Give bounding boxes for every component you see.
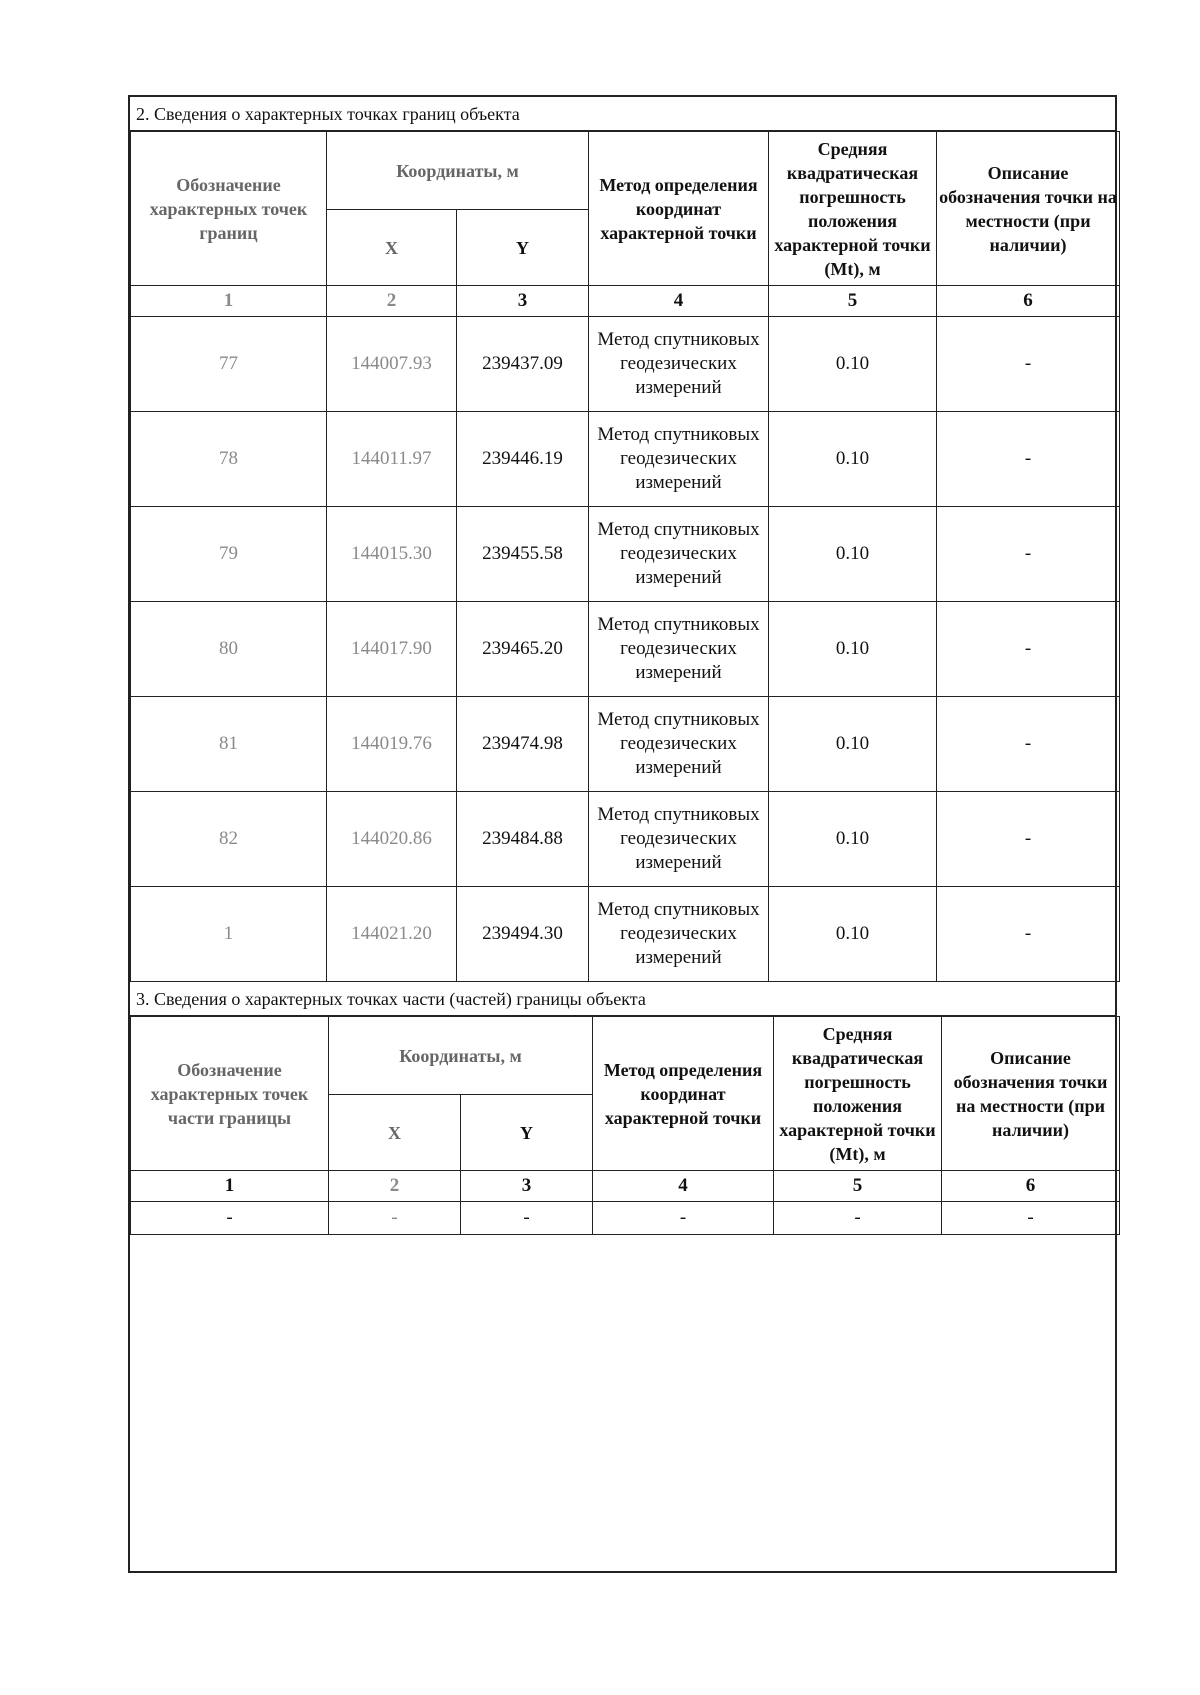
section3-title: 3. Сведения о характерных точках части (частей) границы объекта [130,982,1115,1016]
header-coords: Координаты, м [327,132,589,210]
table-row [131,887,1120,982]
error-value: 0.10 [769,887,937,982]
section2-table [130,131,1120,982]
table-row [131,1202,1120,1235]
coord-y: 239494.30 [457,887,589,982]
point-id: 78 [131,412,327,507]
coord-y: 239484.88 [457,792,589,887]
col-number: 6 [942,1171,1120,1202]
method: Метод спутниковых геодезических измерений [589,887,769,982]
header-designation: Обозначение характерных точек части границы [131,1017,329,1171]
error-value: - [774,1202,942,1235]
coord-y: 239455.58 [457,507,589,602]
description: - [942,1202,1120,1235]
col-number: 2 [329,1171,461,1202]
header-method: Метод определения координат характерной точки [589,132,769,286]
error-value: 0.10 [769,412,937,507]
table-row [131,697,1120,792]
header-error: Средняя квадратическая погрешность положения характерной точки (Mt), м [774,1017,942,1171]
coord-y: 239474.98 [457,697,589,792]
description: - [937,317,1120,412]
coord-y: 239465.20 [457,602,589,697]
header-x: X [329,1095,461,1171]
section2-title: 2. Сведения о характерных точках границ объекта [130,97,1115,131]
description: - [937,792,1120,887]
coord-y: 239437.09 [457,317,589,412]
col-number: 2 [327,286,457,317]
col-number: 3 [461,1171,593,1202]
error-value: 0.10 [769,317,937,412]
error-value: 0.10 [769,792,937,887]
error-value: 0.10 [769,697,937,792]
table-row [131,317,1120,412]
description: - [937,697,1120,792]
header-x: X [327,210,457,286]
coord-x: 144015.30 [327,507,457,602]
point-id: 82 [131,792,327,887]
header-description: Описание обозначения точки на местности (при наличии) [937,132,1120,286]
method: Метод спутниковых геодезических измерений [589,792,769,887]
point-id: 77 [131,317,327,412]
error-value: 0.10 [769,602,937,697]
method: Метод спутниковых геодезических измерений [589,507,769,602]
column-numbers-row [131,1171,1120,1202]
header-y: Y [461,1095,593,1171]
header-y: Y [457,210,589,286]
description: - [937,602,1120,697]
coord-x: 144019.76 [327,697,457,792]
point-id: 80 [131,602,327,697]
description: - [937,412,1120,507]
point-id: 79 [131,507,327,602]
col-number: 6 [937,286,1120,317]
header-description: Описание обозначения точки на местности (при наличии) [942,1017,1120,1171]
document-frame [128,95,1117,1573]
point-id: 1 [131,887,327,982]
col-number: 1 [131,1171,329,1202]
point-id: 81 [131,697,327,792]
col-number: 5 [769,286,937,317]
method: Метод спутниковых геодезических измерений [589,697,769,792]
coord-x: 144020.86 [327,792,457,887]
header-error: Средняя квадратическая погрешность положения характерной точки (Mt), м [769,132,937,286]
description: - [937,887,1120,982]
coord-x: 144007.93 [327,317,457,412]
coord-y: 239446.19 [457,412,589,507]
point-id: - [131,1202,329,1235]
table-row [131,412,1120,507]
table-row [131,507,1120,602]
coord-x: - [329,1202,461,1235]
coord-x: 144021.20 [327,887,457,982]
method: Метод спутниковых геодезических измерений [589,317,769,412]
header-method: Метод определения координат характерной точки [593,1017,774,1171]
error-value: 0.10 [769,507,937,602]
method: Метод спутниковых геодезических измерений [589,412,769,507]
header-designation: Обозначение характерных точек границ [131,132,327,286]
header-coords: Координаты, м [329,1017,593,1095]
col-number: 3 [457,286,589,317]
col-number: 4 [589,286,769,317]
table-row [131,602,1120,697]
coord-x: 144017.90 [327,602,457,697]
method: Метод спутниковых геодезических измерений [589,602,769,697]
method: - [593,1202,774,1235]
col-number: 4 [593,1171,774,1202]
description: - [937,507,1120,602]
coord-y: - [461,1202,593,1235]
coord-x: 144011.97 [327,412,457,507]
column-numbers-row [131,286,1120,317]
section3-table [130,1016,1120,1235]
table-row [131,792,1120,887]
col-number: 5 [774,1171,942,1202]
col-number: 1 [131,286,327,317]
